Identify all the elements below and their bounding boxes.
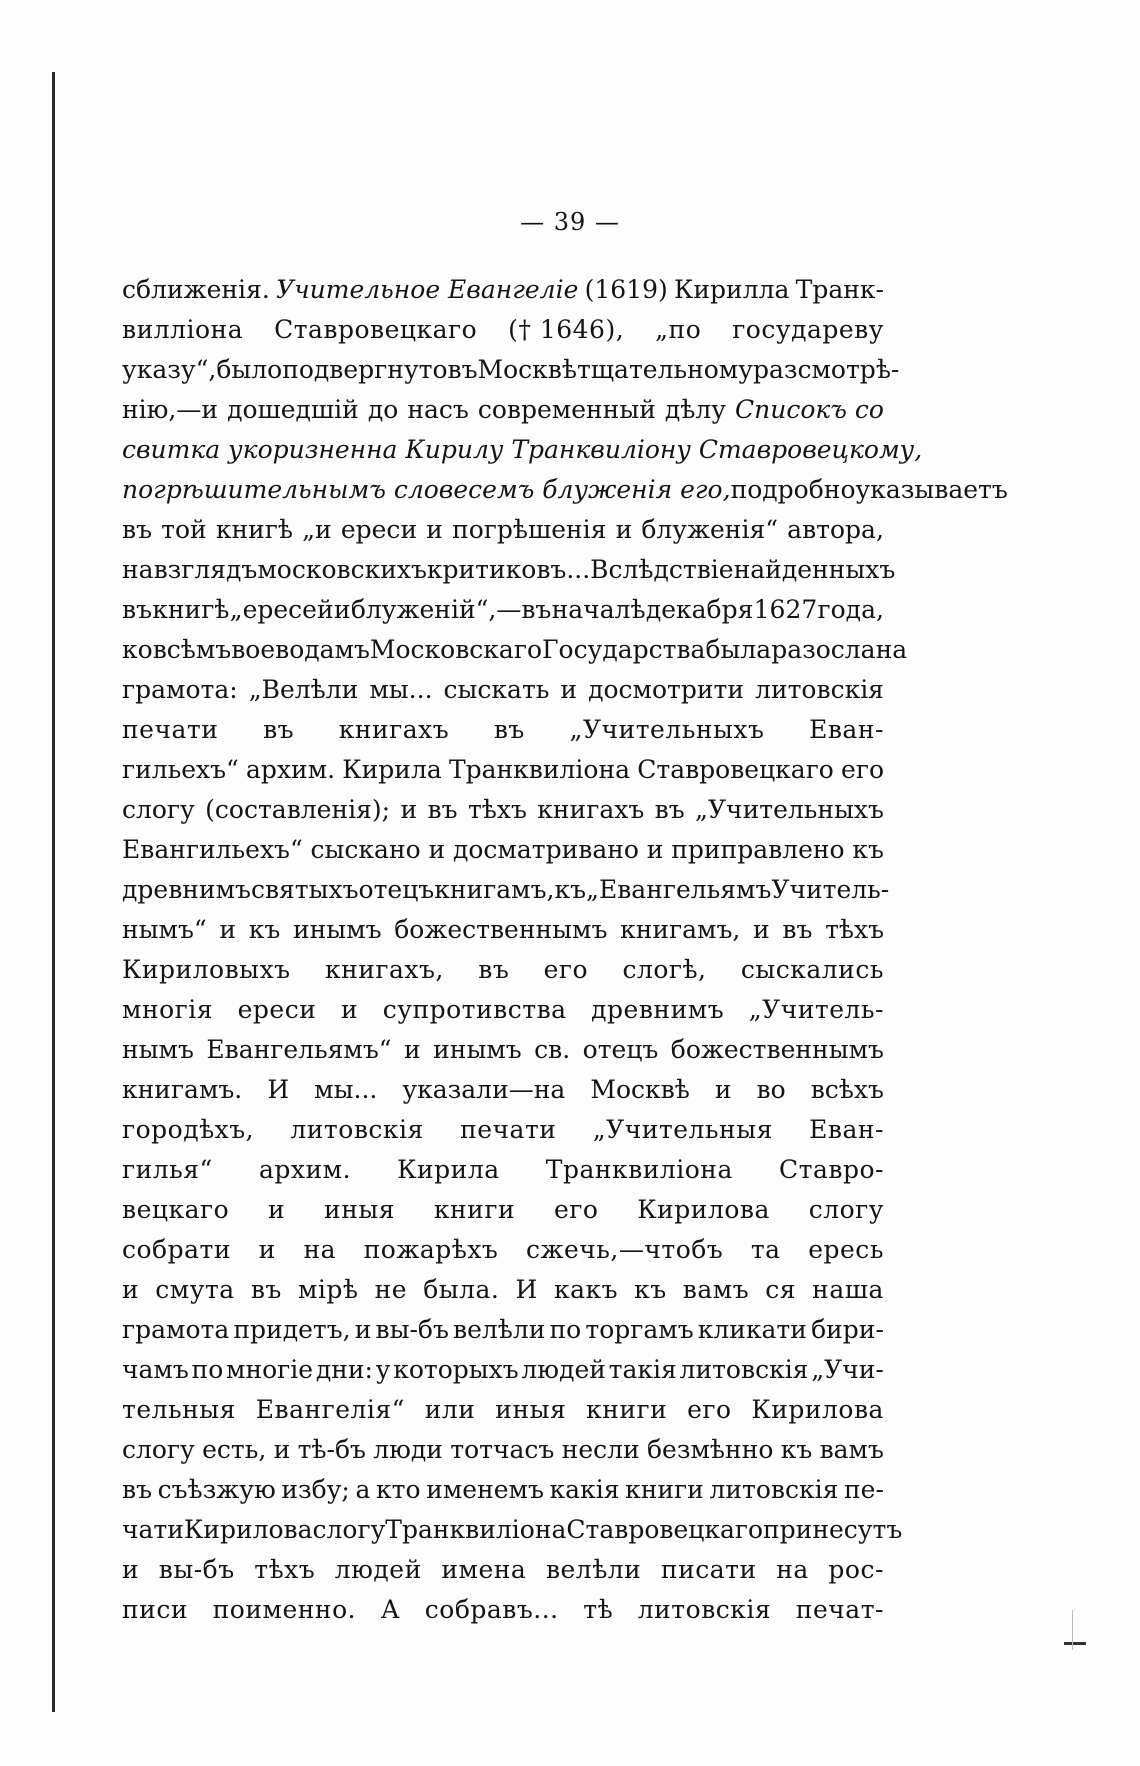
text-word: дѣлу (664, 395, 726, 424)
text-word: въ (782, 915, 813, 944)
text-word: нымъ“ (122, 915, 207, 944)
text-word: и (400, 795, 418, 824)
text-word: книгамъ. (122, 1075, 243, 1104)
text-word: до (367, 395, 399, 424)
scan-artifact-line (1072, 1610, 1073, 1650)
text-word: тельныя (122, 1395, 236, 1424)
text-word: вы-бъ (375, 1315, 449, 1344)
text-word: Вслѣдствіе (590, 555, 734, 584)
text-word: его (553, 1195, 599, 1224)
text-word: книгахъ, (324, 955, 444, 984)
text-word: отецъ (358, 875, 435, 904)
text-word: книгѣ (152, 595, 230, 624)
text-word: современный (477, 395, 656, 424)
text-word: „по (655, 315, 702, 344)
text-word: тотчасъ (450, 1435, 555, 1464)
text-line (122, 550, 896, 590)
scan-artifact-mark (1064, 1642, 1086, 1645)
text-word: литовскія (290, 1115, 424, 1144)
text-word: люди (373, 1435, 443, 1464)
text-word: и (258, 1235, 276, 1264)
text-word: не (374, 1275, 408, 1304)
text-word: придетъ, (233, 1315, 351, 1344)
text-word: „Учи- (811, 1355, 884, 1384)
text-word: тѣхъ (825, 915, 884, 944)
text-line (122, 670, 884, 710)
text-line (122, 990, 884, 1030)
text-word: рос- (828, 1555, 884, 1584)
text-word: божественнымъ (670, 1035, 884, 1064)
text-word: книги (586, 1395, 668, 1424)
text-word: несли (561, 1435, 640, 1464)
text-word: къ (852, 835, 884, 864)
text-word: чамъ (122, 1355, 189, 1384)
text-line (122, 390, 884, 430)
text-word: его (841, 755, 884, 784)
text-word: Московскаго (369, 635, 542, 664)
text-word: тѣ-бъ (297, 1435, 366, 1464)
text-line (122, 510, 884, 550)
text-word: во (756, 1075, 786, 1104)
text-word: слогу (122, 1435, 195, 1464)
text-word: книгамъ, (434, 875, 555, 904)
text-word: городѣхъ, (122, 1115, 255, 1144)
text-word: мірѣ (297, 1275, 359, 1304)
text-word: „ересей (229, 595, 334, 624)
text-word: писи (122, 1595, 188, 1624)
text-word: Ставровецкаго (566, 1515, 764, 1544)
text-word: велѣли (545, 1555, 642, 1584)
text-word: († 1646), (508, 315, 625, 344)
text-word: „Велѣли (248, 675, 359, 704)
text-word: гилья“ (122, 1155, 213, 1184)
text-word: древнимъ (591, 995, 725, 1024)
text-word: торгамъ (585, 1315, 694, 1344)
text-word: печат- (795, 1595, 884, 1624)
text-word: дошедшій (227, 395, 359, 424)
text-line (122, 1310, 884, 1350)
text-word: отецъ (582, 1035, 659, 1064)
text-word: собрати (122, 1235, 232, 1264)
text-word: печати (122, 715, 219, 744)
text-word: супротивства (382, 995, 567, 1024)
text-word: имена (441, 1555, 527, 1584)
text-word: писати (660, 1555, 757, 1584)
text-line (122, 790, 884, 830)
text-word: литовскія (679, 1355, 809, 1384)
text-word: сыскались (740, 955, 884, 984)
text-word: ко (122, 635, 153, 664)
text-word: началѣ (551, 595, 646, 624)
text-word: Евангельямъ“ (206, 1035, 392, 1064)
text-word: досмотрити (588, 675, 745, 704)
text-word: книгахъ (338, 715, 450, 744)
text-word: избу; (281, 1475, 350, 1504)
text-word: кто (376, 1475, 421, 1504)
text-word: кликати (697, 1315, 807, 1344)
text-word: была (705, 635, 772, 664)
text-word: слогу (312, 1515, 386, 1544)
text-word: смута (155, 1275, 235, 1304)
text-line (122, 630, 908, 670)
text-word: грамота: (122, 675, 238, 704)
text-word: и (426, 515, 443, 544)
text-word: досматривано (452, 835, 639, 864)
text-word: „Учительныхъ (569, 715, 765, 744)
text-word: указываетъ (855, 475, 1008, 504)
text-word: и (219, 915, 237, 944)
text-word: принесутъ (763, 1515, 903, 1544)
text-word: Евангильехъ“ (122, 835, 303, 864)
text-word: наша (812, 1275, 884, 1304)
text-word: Учительное Евангеліе (276, 275, 579, 304)
text-word: Кирила (342, 755, 442, 784)
text-word: какія (549, 1475, 620, 1504)
text-line (122, 590, 884, 630)
text-word: и (753, 915, 770, 944)
text-word: собравъ... (424, 1595, 559, 1624)
text-word: поименно. (212, 1595, 357, 1624)
text-word: литовскія (755, 675, 884, 704)
text-word: приправлено (671, 835, 845, 864)
text-line (122, 1070, 884, 1110)
text-line (122, 1190, 884, 1230)
text-word: тѣхъ (467, 795, 527, 824)
text-word: печати (460, 1115, 557, 1144)
text-word: Транквиліона (448, 755, 631, 784)
text-word: сыскано (310, 835, 421, 864)
text-word: въ (493, 715, 525, 744)
text-word: (1619) (584, 275, 668, 304)
text-word: къ (248, 915, 281, 944)
text-word: Государства (542, 635, 706, 664)
text-word: и (560, 675, 578, 704)
text-word: указу“, (122, 355, 217, 384)
text-word: Кирилла (674, 275, 790, 304)
text-word: сближенія. (122, 275, 270, 304)
text-word: грамота (122, 1315, 230, 1344)
text-word: автора, (787, 515, 884, 544)
text-word: на (303, 1235, 337, 1264)
text-line (122, 1030, 884, 1070)
text-line (122, 1230, 884, 1270)
text-line (122, 350, 900, 390)
text-word: его (543, 955, 589, 984)
text-word: дни: (315, 1355, 373, 1384)
text-word: и (340, 995, 359, 1024)
text-word: тѣхъ (254, 1555, 316, 1584)
text-word: „Учительныя (592, 1115, 773, 1144)
text-word: Транк- (795, 275, 884, 304)
text-word: слогу (122, 795, 195, 824)
text-word: архим. (258, 1155, 352, 1184)
text-word: книгѣ (215, 515, 293, 544)
text-line (122, 870, 890, 910)
text-word: Транквиліона (545, 1155, 733, 1184)
text-word: такія (608, 1355, 677, 1384)
text-word: вамъ (819, 1435, 884, 1464)
text-line (122, 710, 884, 750)
text-line (122, 1390, 884, 1430)
text-word: Списокъ со (734, 395, 884, 424)
text-word: Евангелія“ (255, 1395, 405, 1424)
text-word: та (750, 1235, 781, 1264)
text-word: божественнымъ (394, 915, 608, 944)
text-word: ереси (237, 995, 317, 1024)
text-word: многіе (226, 1355, 314, 1384)
text-word: вилліона (122, 315, 244, 344)
text-word: свитка укоризненна Кирилу Транквиліону Ставровецкому, (122, 435, 923, 464)
text-line (122, 1430, 884, 1470)
text-word: Кирила (397, 1155, 500, 1184)
text-word: А (380, 1595, 401, 1624)
text-word: всѣмъ (152, 635, 232, 664)
text-word: указали—на (402, 1075, 566, 1104)
text-word: (составленія); (205, 795, 391, 824)
text-word: взглядъ (153, 555, 258, 584)
text-word: иныя (324, 1195, 396, 1224)
text-word: и (615, 515, 633, 544)
text-line (122, 270, 884, 310)
text-word: его (687, 1395, 732, 1424)
text-word: Учитель- (771, 875, 890, 904)
text-word: или (424, 1395, 476, 1424)
text-line (122, 1150, 884, 1190)
text-word: слогѣ, (622, 955, 707, 984)
text-word: вы-бъ (158, 1555, 235, 1584)
text-word: блуженій“,—въ (350, 595, 552, 624)
text-word: Ставро- (779, 1155, 884, 1184)
text-word: насъ (407, 395, 469, 424)
text-word: и (428, 835, 446, 864)
text-line (122, 310, 884, 350)
text-word: Москвѣ (477, 355, 577, 384)
text-word: разсмотрѣ- (752, 355, 900, 384)
text-word: пожарѣхъ (363, 1235, 499, 1264)
page-binding-edge (52, 72, 55, 1712)
text-word: книгахъ (537, 795, 645, 824)
text-word: воеводамъ (231, 635, 370, 664)
text-word: Кирилова (183, 1515, 313, 1544)
text-line (122, 1110, 884, 1150)
text-word: въ (250, 1275, 282, 1304)
text-line (122, 1550, 884, 1590)
text-word: пе- (844, 1475, 884, 1504)
text-word: государеву (732, 315, 884, 344)
text-word: той (161, 515, 207, 544)
page-number: — 39 — (520, 208, 620, 236)
text-word: св. (534, 1035, 571, 1064)
text-word: многія (122, 995, 214, 1024)
text-word: „Евангельямъ (586, 875, 772, 904)
text-word: и (333, 595, 351, 624)
text-word: сыскать (443, 675, 550, 704)
text-word: на (122, 555, 154, 584)
text-line (122, 950, 884, 990)
text-word: какъ (553, 1275, 618, 1304)
text-word: и (122, 1275, 140, 1304)
text-word: Транквиліона (385, 1515, 567, 1544)
text-word: архим. (246, 755, 336, 784)
text-word: нымъ (122, 1035, 194, 1064)
text-word: было (216, 355, 283, 384)
text-word: найденныхъ (733, 555, 896, 584)
text-word: по (191, 1355, 224, 1384)
text-line (122, 1510, 903, 1550)
text-word: погрѣшительнымъ словесемъ блуженія его, (122, 475, 731, 504)
text-word: святыхъ (250, 875, 359, 904)
text-word: къ (554, 875, 587, 904)
text-word: была. (423, 1275, 500, 1304)
text-word: Кирилова (751, 1395, 884, 1424)
text-word: велѣли (453, 1315, 546, 1344)
text-word: И (267, 1075, 290, 1104)
text-word: вамъ (682, 1275, 750, 1304)
text-line (122, 830, 884, 870)
text-word: Ставровецкаго (274, 315, 478, 344)
text-word: есть, (202, 1435, 267, 1464)
text-word: декабря (645, 595, 754, 624)
text-word: ся (765, 1275, 797, 1304)
text-line (122, 1470, 884, 1510)
text-word: въ (427, 795, 458, 824)
text-word: московскихъ (257, 555, 427, 584)
text-word: всѣхъ (810, 1075, 884, 1104)
text-word: чати (122, 1515, 184, 1544)
text-word: слогу (808, 1195, 884, 1224)
text-word: иныя (495, 1395, 567, 1424)
text-word: и (122, 1555, 140, 1584)
text-word: литовскія (709, 1475, 839, 1504)
text-word: въ (122, 595, 152, 624)
text-word: разослана (771, 635, 908, 664)
text-word: ересь (808, 1235, 884, 1264)
text-word: Москвѣ (590, 1075, 690, 1104)
text-word: у (375, 1355, 391, 1384)
text-word: вецкаго (122, 1195, 230, 1224)
text-word: въ (478, 955, 510, 984)
text-word: мы... (369, 675, 433, 704)
text-word: и (273, 1435, 291, 1464)
body-text (122, 270, 1008, 1630)
text-word: и (646, 835, 664, 864)
text-word: въ (263, 715, 295, 744)
text-word: и (268, 1195, 286, 1224)
text-word: подробно (730, 475, 856, 504)
text-word: по (549, 1315, 582, 1344)
text-line (122, 910, 884, 950)
text-word: людей (334, 1555, 422, 1584)
text-word: книги (625, 1475, 704, 1504)
text-line (122, 1270, 884, 1310)
text-word: безмѣнно (647, 1435, 774, 1464)
text-word: сжечь,—чтобъ (525, 1235, 724, 1264)
text-word: Ставровецкаго (637, 755, 834, 784)
text-word: и (714, 1075, 732, 1104)
text-word: въ (122, 515, 152, 544)
text-word: Кириловыхъ (122, 955, 291, 984)
text-word: тщательному (576, 355, 753, 384)
text-word: „и (302, 515, 332, 544)
text-word: инымъ (292, 915, 382, 944)
text-line (122, 1350, 884, 1390)
text-word: блуженія“ (641, 515, 779, 544)
text-word: мы... (314, 1075, 378, 1104)
text-word: бири- (811, 1315, 884, 1344)
text-word: подвергнуто (282, 355, 448, 384)
text-word: „Учительныхъ (695, 795, 884, 824)
text-word: которыхъ (393, 1355, 519, 1384)
text-word: „Учитель- (748, 995, 884, 1024)
text-line (122, 1590, 884, 1630)
text-word: погрѣшенія (452, 515, 607, 544)
text-line (122, 750, 884, 790)
text-word: литовскія (637, 1595, 772, 1624)
text-word: инымъ (433, 1035, 522, 1064)
text-word: въ (447, 355, 478, 384)
text-word: и (404, 1035, 421, 1064)
text-word: и (354, 1315, 372, 1344)
text-word: къ (634, 1275, 667, 1304)
text-word: Еван- (809, 715, 884, 744)
text-word: въ (122, 1475, 152, 1504)
text-word: книги (433, 1195, 516, 1224)
text-word: критиковъ... (426, 555, 591, 584)
text-word: 1627 (753, 595, 818, 624)
text-word: людей (521, 1355, 606, 1384)
text-word: тѣ (583, 1595, 614, 1624)
text-word: именемъ (426, 1475, 544, 1504)
text-word: Кирилова (637, 1195, 770, 1224)
text-line (122, 430, 923, 470)
text-word: книгамъ, (620, 915, 741, 944)
text-word: Еван- (809, 1115, 884, 1144)
text-word: гильехъ“ (122, 755, 239, 784)
text-word: а (355, 1475, 371, 1504)
text-word: съѣзжую (157, 1475, 276, 1504)
text-word: ереси (340, 515, 418, 544)
text-word: древнимъ (122, 875, 251, 904)
text-word: года, (817, 595, 884, 624)
text-word: И (515, 1275, 538, 1304)
text-word: на (776, 1555, 809, 1584)
text-word: въ (654, 795, 685, 824)
text-word: нію,—и (122, 395, 219, 424)
text-word: къ (780, 1435, 813, 1464)
text-line (122, 470, 1008, 510)
